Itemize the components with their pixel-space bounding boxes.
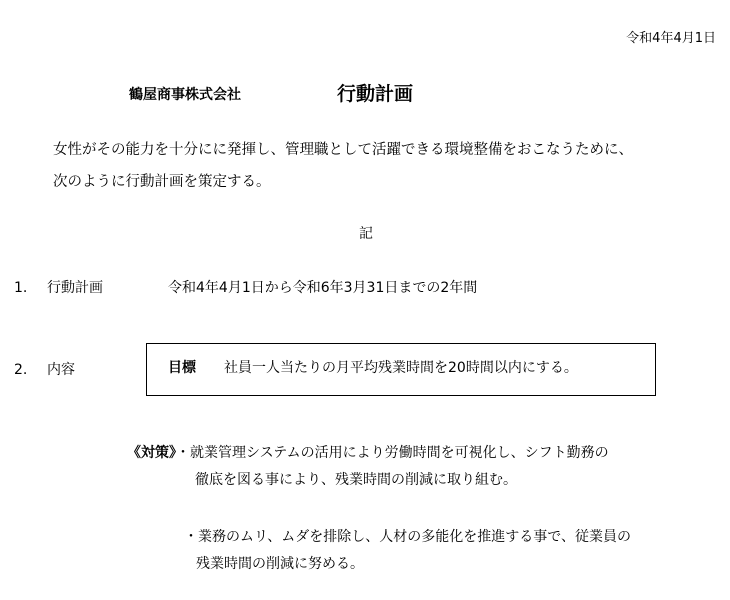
- intro-line-2: 次のように行動計画を策定する。: [53, 174, 271, 190]
- plan-period: 令和4年4月1日から令和6年3月31日までの2年間: [168, 280, 478, 296]
- measure-1-text: ・就業管理システムの活用により労働時間を可視化し、シフト勤務の: [176, 445, 609, 461]
- measure-2-line-1: ・業務のムリ、ムダを排除し、人材の多能化を推進する事で、従業員の: [184, 529, 632, 545]
- item-1-label: 行動計画: [47, 280, 103, 296]
- goal-label: 目標: [168, 360, 196, 376]
- measures-label: 《対策》: [127, 445, 176, 461]
- measure-1-line-1: [127, 446, 609, 460]
- item-1-number: 1.: [14, 280, 28, 296]
- ki-heading: 記: [359, 226, 373, 242]
- company-name: 鶴屋商事株式会社: [129, 87, 241, 103]
- item-2-label: 内容: [47, 362, 75, 378]
- measure-2-line-2: 残業時間の削減に努める。: [196, 556, 364, 572]
- document-date: 令和4年4月1日: [626, 31, 716, 46]
- document-title: 行動計画: [337, 83, 414, 105]
- item-2-number: 2.: [14, 362, 28, 378]
- goal-text: 社員一人当たりの月平均残業時間を20時間以内にする。: [224, 360, 578, 376]
- intro-line-1: 女性がその能力を十分にに発揮し、管理職として活躍できる環境整備をおこなうために、: [53, 142, 633, 158]
- measure-1-line-2: 徹底を図る事により、残業時間の削減に取り組む。: [195, 472, 517, 488]
